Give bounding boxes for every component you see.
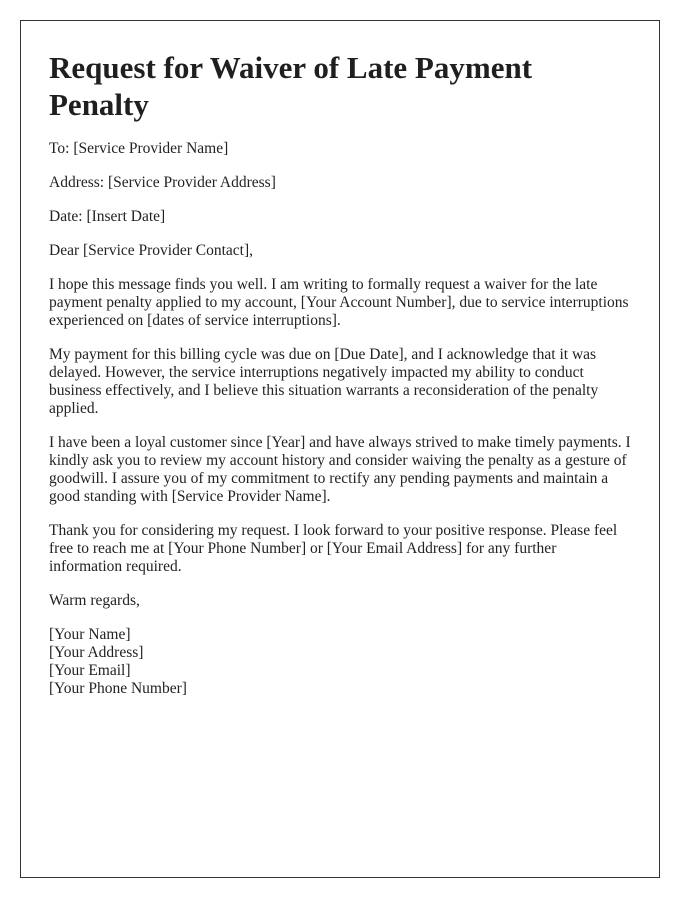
- letter-title: Request for Waiver of Late Payment Penalty: [49, 50, 533, 122]
- recipient-line: To: [Service Provider Name]: [49, 140, 229, 157]
- body-paragraph-3: I have been a loyal customer since [Year] and have always strived to make timely payments. I kindly ask you to review my account history and consider waiving the penalty as a gesture of goodwill. I assure you of my commitment to rectify any pending payments and maintain a good standing with [Service Provider Name].: [49, 434, 631, 505]
- signature-address: [Your Address]: [49, 644, 144, 661]
- date-line: Date: [Insert Date]: [49, 208, 166, 225]
- letter-page: [20, 20, 660, 878]
- signature-email: [Your Email]: [49, 662, 131, 679]
- signature-name: [Your Name]: [49, 626, 131, 643]
- signature-block: [49, 626, 631, 698]
- salutation: Dear [Service Provider Contact],: [49, 242, 254, 259]
- recipient-address-line: Address: [Service Provider Address]: [49, 174, 276, 191]
- closing: Warm regards,: [49, 592, 140, 609]
- signature-phone: [Your Phone Number]: [49, 680, 187, 697]
- body-paragraph-2: My payment for this billing cycle was due on [Due Date], and I acknowledge that it was delayed. However, the service interruptions negatively impacted my ability to conduct business effectively, and I believe this situation warrants a reconsideration of the penalty applied.: [49, 346, 599, 417]
- body-paragraph-4: Thank you for considering my request. I look forward to your positive response. Please feel free to reach me at [Your Phone Number] or [Your Email Address] for any further information required.: [49, 522, 618, 575]
- body-paragraph-1: I hope this message finds you well. I am writing to formally request a waiver for the late payment penalty applied to my account, [Your Account Number], due to service interruptions experienced on [dates of service interruptions].: [49, 276, 629, 329]
